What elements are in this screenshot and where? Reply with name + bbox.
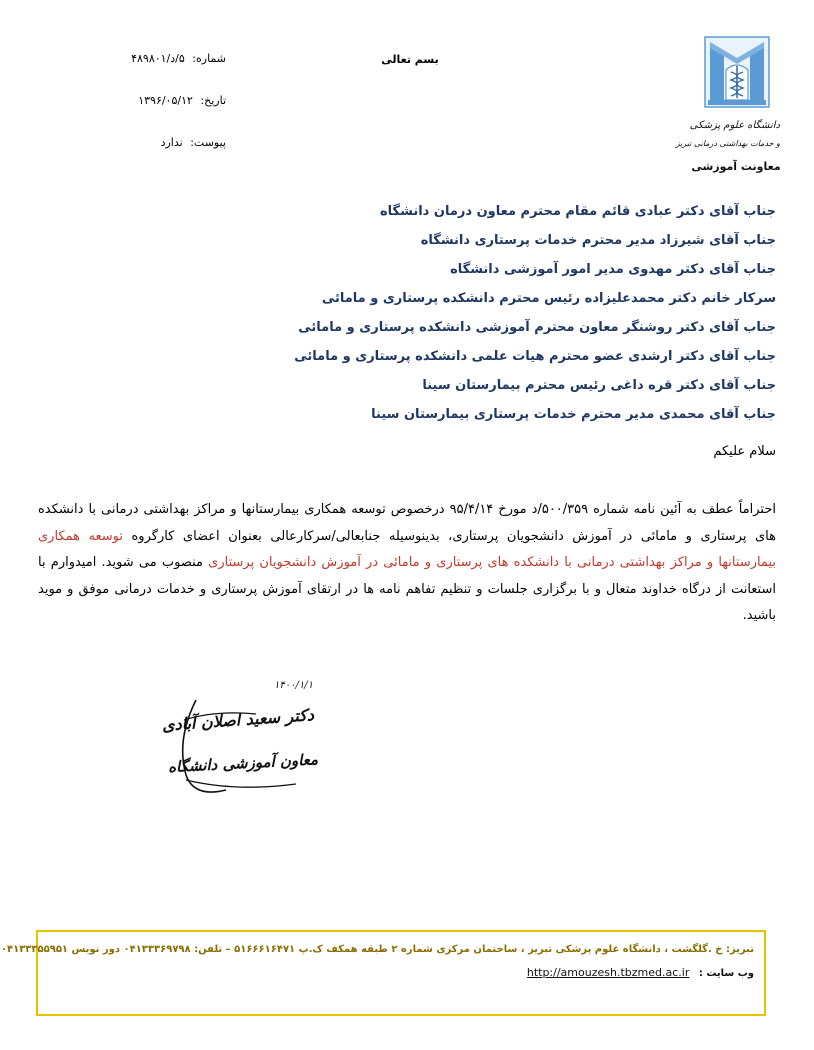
- letter-number-label: شماره:: [192, 52, 226, 65]
- logo-text-line2: و خدمات بهداشتی درمانی تبریز: [675, 139, 780, 148]
- recipient-line: جناب آقای دکتر قره داغی رئیس محترم بیمارستان سینا: [422, 378, 776, 393]
- footer-website-link[interactable]: http://amouzesh.tbzmed.ac.ir: [526, 966, 690, 979]
- basmala-heading: بسم تعالی: [381, 53, 439, 66]
- recipient-line: جناب آقای محمدی مدیر محترم خدمات پرستاری بیمارستان سینا: [371, 407, 776, 422]
- recipient-line: جناب آقای دکتر عبادی قائم مقام محترم معاون درمان دانشگاه: [380, 204, 776, 219]
- letter-number-value: ۵/د/۴۸۹۸۰۱: [131, 52, 185, 65]
- greeting: سلام علیکم: [713, 444, 776, 459]
- logo-text-line1: دانشگاه علوم پزشکی: [689, 120, 780, 131]
- letter-date: [138, 94, 226, 107]
- body-text-part1: احتراماً عطف به آئین نامه شماره ۵۰۰/۳۵۹/د مورخ ۹۵/۴/۱۴ درخصوص توسعه همکاری بیمارستانها و مراکز بهداشتی درمانی با دانشکده های پرستاری و مامائی در آموزش دانشجویان پرستاری، بدینوسیله جنابعالی/سرکارعالی بعنوان اعضای کارگروه: [38, 502, 777, 544]
- university-logo-block: [668, 36, 788, 186]
- university-logo-icon: [704, 36, 770, 108]
- department-label: معاونت آموزشی: [691, 160, 781, 173]
- recipient-list: [216, 202, 776, 434]
- recipient-line: جناب آقای دکتر روشنگر معاون محترم آموزشی دانشکده پرستاری و مامائی: [298, 320, 776, 335]
- signature-block: [156, 680, 319, 810]
- recipient-line: جناب آقای شیرزاد مدیر محترم خدمات پرستاری دانشگاه: [420, 233, 776, 248]
- letter-attachment-label: پیوست:: [190, 136, 226, 149]
- letter-attachment: [161, 136, 226, 149]
- signature-date-mark: ۱۴۰۰/۱/۱: [274, 680, 313, 691]
- letter-attachment-value: ندارد: [160, 136, 183, 149]
- body-text-part2: منصوب می شوید. امیدوارم با استعانت از درگاه خداوند متعال و با برگزاری جلسات و تنظیم تفاهم نامه ها در ارتقای آموزش پرستاری و خدمات درمانی موفق و موید باشید.: [38, 555, 776, 623]
- letter-date-label: تاریخ:: [200, 94, 226, 107]
- letter-date-value: ۱۳۹۶/۰۵/۱۲: [138, 94, 193, 107]
- letter-body: [38, 497, 776, 630]
- letter-number: [131, 52, 226, 65]
- body-highlighted-committee: توسعه همکاری بیمارستانها و مراکز بهداشتی درمانی با دانشکده های پرستاری و مامائی در آموزش دانشجویان پرستاری: [38, 528, 776, 570]
- signatory-title: معاون آموزشی دانشگاه: [167, 750, 319, 777]
- footer-website-label: وب سایت :: [698, 968, 754, 979]
- footer-address: تبریز: خ .گلگشت ، دانشگاه علوم پزشکی تبریز ، ساختمان مرکزی شماره ۲ طبقه همکف ک.پ ۵۱۶۶۶۱۶۴۷۱ – تلفن: ۰۴۱۳۳۳۶۹۷۹۸ دور نویس ۰۴۱۳۳۳۵۵۹۵۱: [0, 944, 754, 955]
- recipient-line: جناب آقای دکتر ارشدی عضو محترم هیات علمی دانشکده پرستاری و مامائی: [294, 349, 776, 364]
- recipient-line: سرکار خانم دکتر محمدعلیزاده رئیس محترم دانشکده پرستاری و مامائی: [321, 291, 776, 306]
- footer-website: [527, 966, 754, 979]
- university-name-calligraphy: [675, 112, 782, 164]
- signatory-name: دکتر سعید اصلان آبادی: [161, 705, 315, 735]
- recipient-line: جناب آقای دکتر مهدوی مدیر امور آموزشی دانشگاه: [450, 262, 776, 277]
- letter-footer: [0, 930, 766, 1016]
- signature-stroke-icon: [156, 680, 316, 810]
